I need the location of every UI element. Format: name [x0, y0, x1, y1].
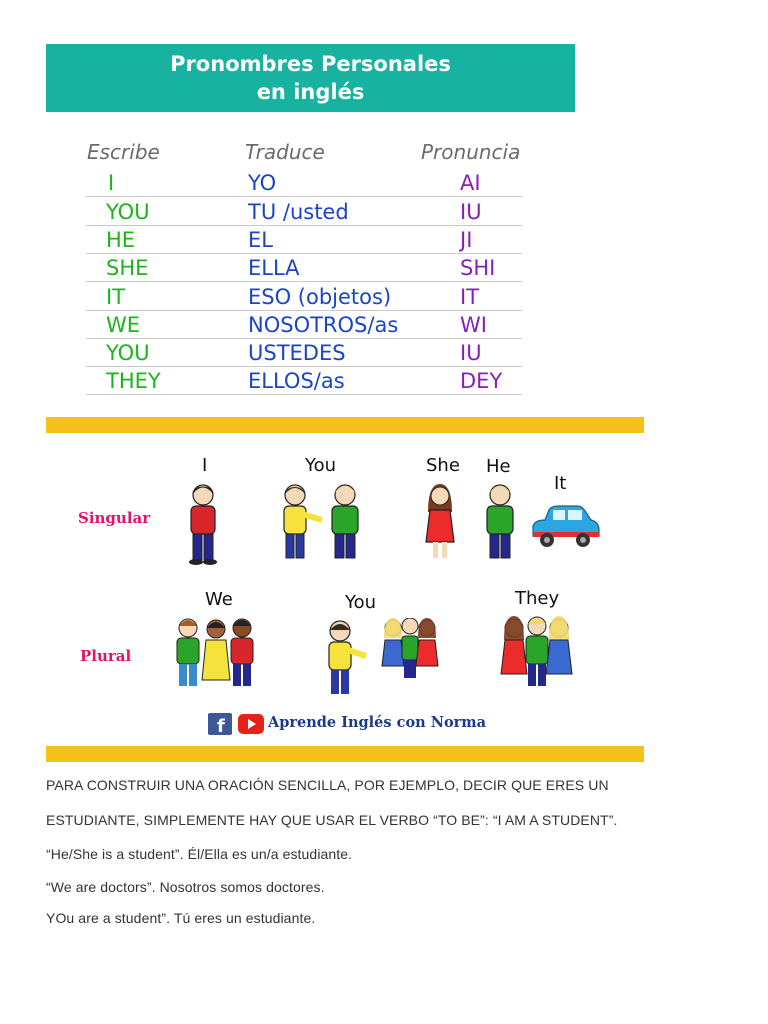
traduce-cell: TU /usted	[248, 200, 349, 224]
figure-i	[182, 482, 224, 568]
table-row	[86, 168, 522, 197]
pronuncia-cell: SHI	[460, 256, 496, 280]
table-row	[86, 310, 522, 339]
table-row	[86, 366, 522, 395]
credit-text: Aprende Inglés con Norma	[268, 714, 487, 731]
divider-bar-bottom	[46, 746, 644, 762]
table-row	[86, 197, 522, 226]
facebook-icon	[208, 713, 232, 735]
traduce-cell: ELLOS/as	[248, 369, 345, 393]
escribe-cell: YOU	[106, 200, 150, 224]
label-you-singular: You	[305, 455, 337, 476]
table-row	[86, 338, 522, 367]
title-line-1: Pronombres Personales	[170, 52, 451, 76]
pronuncia-cell: JI	[460, 228, 473, 252]
figure-you-pointing	[280, 482, 366, 568]
singular-label: Singular	[78, 509, 151, 527]
header-escribe: Escribe	[87, 140, 160, 164]
youtube-icon	[238, 713, 264, 735]
plural-label: Plural	[80, 647, 132, 665]
traduce-cell: NOSOTROS/as	[248, 313, 399, 337]
label-i: I	[202, 455, 208, 476]
table-row	[86, 282, 522, 311]
label-we: We	[205, 589, 233, 610]
label-it: It	[554, 473, 567, 494]
table-row	[86, 225, 522, 254]
car-icon	[529, 500, 601, 552]
traduce-cell: ESO (objetos)	[248, 285, 392, 309]
divider-bar-top	[46, 417, 644, 433]
traduce-cell: EL	[248, 228, 273, 252]
traduce-cell: ELLA	[248, 256, 300, 280]
paragraph-5: YOu are a student”. Tú eres un estudiante.	[46, 910, 316, 926]
figure-you-plural-group	[326, 618, 442, 700]
figure-they-group	[500, 614, 574, 696]
escribe-cell: SHE	[106, 256, 149, 280]
escribe-cell: IT	[106, 285, 126, 309]
table-row	[86, 253, 522, 282]
title-line-2: en inglés	[256, 80, 365, 104]
figure-she	[424, 482, 456, 564]
pronuncia-cell: IT	[460, 285, 480, 309]
escribe-cell: HE	[106, 228, 136, 252]
escribe-cell: I	[108, 171, 115, 195]
label-he: He	[486, 456, 511, 477]
escribe-cell: YOU	[106, 341, 150, 365]
label-they: They	[515, 588, 560, 609]
title-banner	[46, 44, 575, 112]
header-pronuncia: Pronuncia	[421, 140, 521, 164]
pronuncia-cell: IU	[460, 200, 482, 224]
figure-he	[482, 482, 518, 564]
escribe-cell: THEY	[106, 369, 161, 393]
label-she: She	[426, 455, 460, 476]
figure-we-group	[174, 614, 258, 696]
escribe-cell: WE	[106, 313, 141, 337]
traduce-cell: USTEDES	[248, 341, 346, 365]
header-traduce: Traduce	[245, 140, 325, 164]
pronuncia-cell: DEY	[460, 369, 503, 393]
svg-text:f: f	[217, 716, 225, 735]
paragraph-2: ESTUDIANTE, SIMPLEMENTE HAY QUE USAR EL VERBO “TO BE”: “I AM A STUDENT”.	[46, 812, 618, 828]
pronuncia-cell: WI	[460, 313, 487, 337]
label-you-plural: You	[345, 592, 377, 613]
traduce-cell: YO	[248, 171, 277, 195]
paragraph-3: “He/She is a student”. Él/Ella es un/a estudiante.	[46, 846, 353, 862]
pronuncia-cell: AI	[460, 171, 481, 195]
paragraph-1: PARA CONSTRUIR UNA ORACIÓN SENCILLA, POR EJEMPLO, DECIR QUE ERES UN	[46, 777, 609, 793]
paragraph-4: “We are doctors”. Nosotros somos doctores.	[46, 879, 325, 895]
pronuncia-cell: IU	[460, 341, 482, 365]
